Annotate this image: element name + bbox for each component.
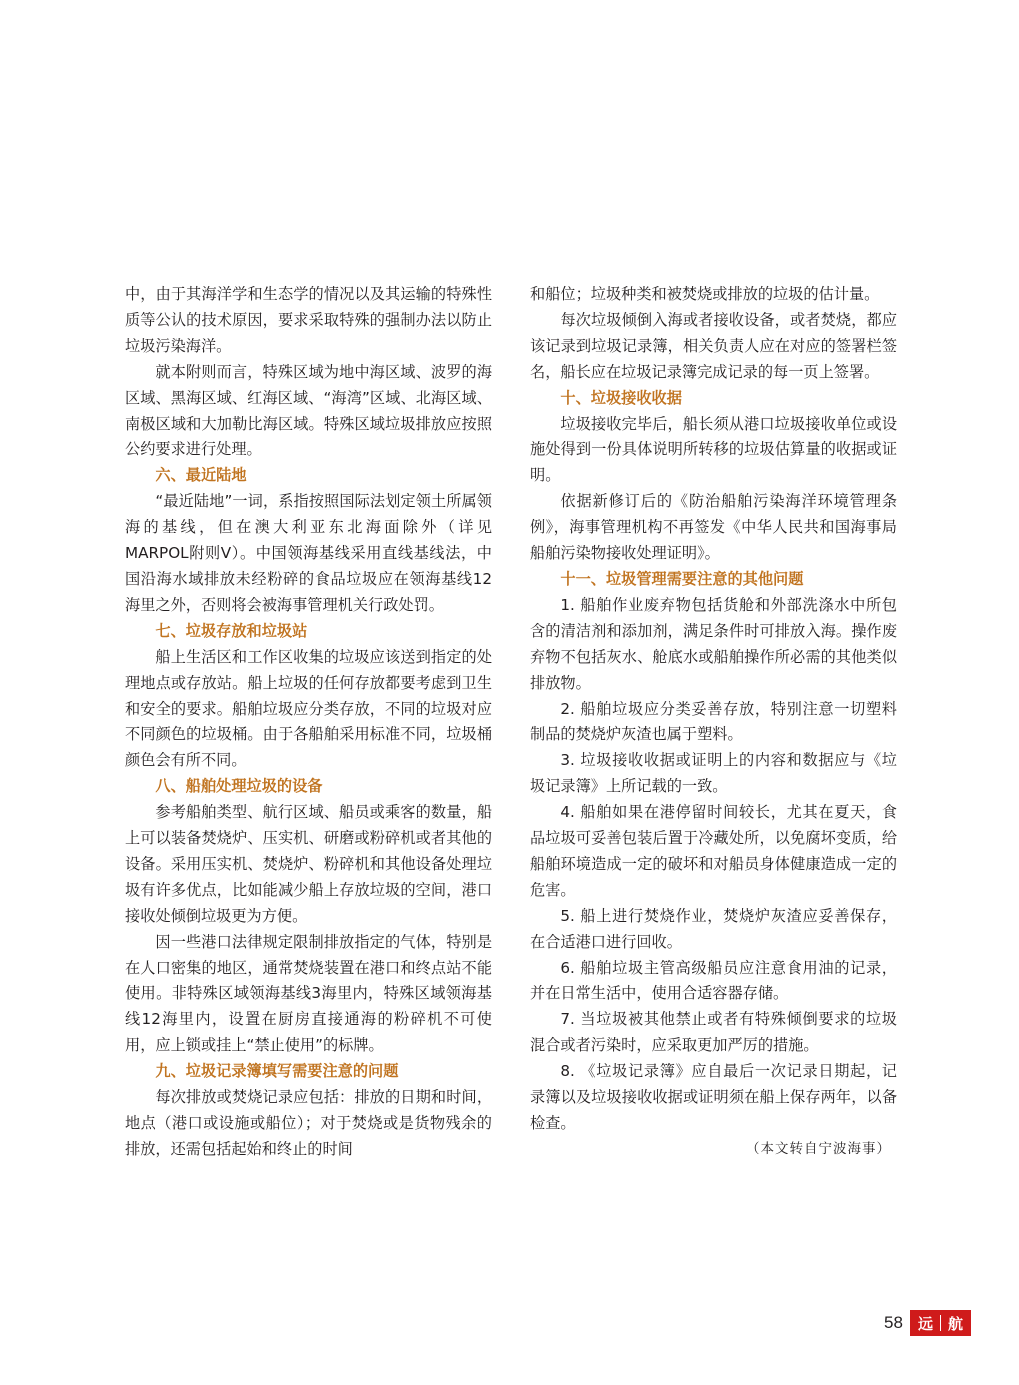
magazine-logo (910, 1310, 971, 1336)
paragraph: 因一些港口法律规定限制排放指定的气体，特别是在人口密集的地区，通常焚烧装置在港口和终点站不能使用。非特殊区域领海基线3海里内，特殊区域领海基线12海里内，设置在厨房直接通海的粉碎机不可使用，应上锁或挂上“禁止使用”的标牌。 (125, 932, 492, 1055)
page-number: 58 (884, 1313, 903, 1332)
section-heading: 十一、垃圾管理需要注意的其他问题 (560, 569, 804, 588)
paragraph: 依据新修订后的《防治船舶污染海洋环境管理条例》，海事管理机构不再签发《中华人民共和国海事局船舶污染物接收处理证明》。 (530, 492, 897, 563)
paragraph: 船上生活区和工作区收集的垃圾应该送到指定的处理地点或存放站。船上垃圾的任何存放都要考虑到卫生和安全的要求。船舶垃圾应分类存放，不同的垃圾对应不同颜色的垃圾桶。由于各船舶采用标准不同，垃圾桶颜色会有所不同。 (125, 647, 492, 770)
paragraph: 每次垃圾倾倒入海或者接收设备，或者焚烧，都应该记录到垃圾记录簿，相关负责人应在对应的签署栏签名，船长应在垃圾记录簿完成记录的每一页上签署。 (530, 310, 897, 381)
right-column (530, 282, 897, 1163)
paragraph: 8. 《垃圾记录簿》应自最后一次记录日期起，记录簿以及垃圾接收收据或证明须在船上保存两年，以备检查。 (530, 1062, 897, 1132)
source-note: （本文转自宁波海事） (746, 1140, 891, 1157)
paragraph: 中，由于其海洋学和生态学的情况以及其运输的特殊性质等公认的技术原因，要求采取特殊的强制办法以防止垃圾污染海洋。 (125, 285, 492, 355)
paragraph: 每次排放或焚烧记录应包括：排放的日期和时间，地点（港口或设施或船位）；对于焚烧或是货物残余的排放，还需包括起始和终止的时间 (125, 1088, 492, 1158)
paragraph: 和船位；垃圾种类和被焚烧或排放的垃圾的估计量。 (530, 285, 880, 303)
left-column (125, 282, 492, 1163)
paragraph: 4. 船舶如果在港停留时间较长，尤其在夏天，食品垃圾可妥善包装后置于冷藏处所，以免腐坏变质，给船舶环境造成一定的破坏和对船员身体健康造成一定的危害。 (530, 803, 897, 899)
paragraph: 就本附则而言，特殊区域为地中海区域、波罗的海区域、黑海区域、红海区域、“海湾”区域、北海区域、南极区域和大加勒比海区域。特殊区域垃圾排放应按照公约要求进行处理。 (125, 362, 492, 459)
paragraph: 5. 船上进行焚烧作业，焚烧炉灰渣应妥善保存，在合适港口进行回收。 (530, 906, 897, 951)
paragraph: 6. 船舶垃圾主管高级船员应注意食用油的记录，并在日常生活中，使用合适容器存储。 (530, 958, 897, 1003)
paragraph: 7. 当垃圾被其他禁止或者有特殊倾倒要求的垃圾混合或者污染时，应采取更加严厉的措施。 (530, 1010, 897, 1055)
paragraph: 3. 垃圾接收收据或证明上的内容和数据应与《垃圾记录簿》上所记载的一致。 (530, 751, 897, 796)
logo-divider (940, 1315, 941, 1331)
logo-char-left: 远 (917, 1314, 933, 1333)
logo-char-right: 航 (947, 1314, 963, 1333)
paragraph: 2. 船舶垃圾应分类妥善存放，特别注意一切塑料制品的焚烧炉灰渣也属于塑料。 (530, 699, 897, 744)
paragraph: 参考船舶类型、航行区域、船员或乘客的数量，船上可以装备焚烧炉、压实机、研磨或粉碎机或者其他的设备。采用压实机、焚烧炉、粉碎机和其他设备处理垃圾有许多优点，比如能减少船上存放垃圾的空间，港口接收处倾倒垃圾更为方便。 (125, 803, 492, 925)
paragraph: 垃圾接收完毕后，船长须从港口垃圾接收单位或设施处得到一份具体说明所转移的垃圾估算量的收据或证明。 (530, 414, 897, 485)
section-heading: 七、垃圾存放和垃圾站 (155, 621, 308, 640)
paragraph: 1. 船舶作业废弃物包括货舱和外部洗涤水中所包含的清洁剂和添加剂，满足条件时可排放入海。操作废弃物不包括灰水、舱底水或船舶操作所必需的其他类似排放物。 (530, 595, 897, 692)
section-heading: 九、垃圾记录簿填写需要注意的问题 (155, 1062, 399, 1081)
section-heading: 十、垃圾接收收据 (560, 388, 682, 407)
page-footer (884, 1310, 971, 1336)
section-heading: 六、最近陆地 (155, 466, 247, 485)
paragraph: “最近陆地”一词，系指按照国际法划定领土所属领海的基线，但在澳大利亚东北海面除外（详见MARPOL附则V）。中国领海基线采用直线基线法，中国沿海水域排放未经粉碎的食品垃圾应在领海基线12海里之外，否则将会被海事管理机关行政处罚。 (125, 492, 492, 614)
section-heading: 八、船舶处理垃圾的设备 (155, 777, 323, 796)
